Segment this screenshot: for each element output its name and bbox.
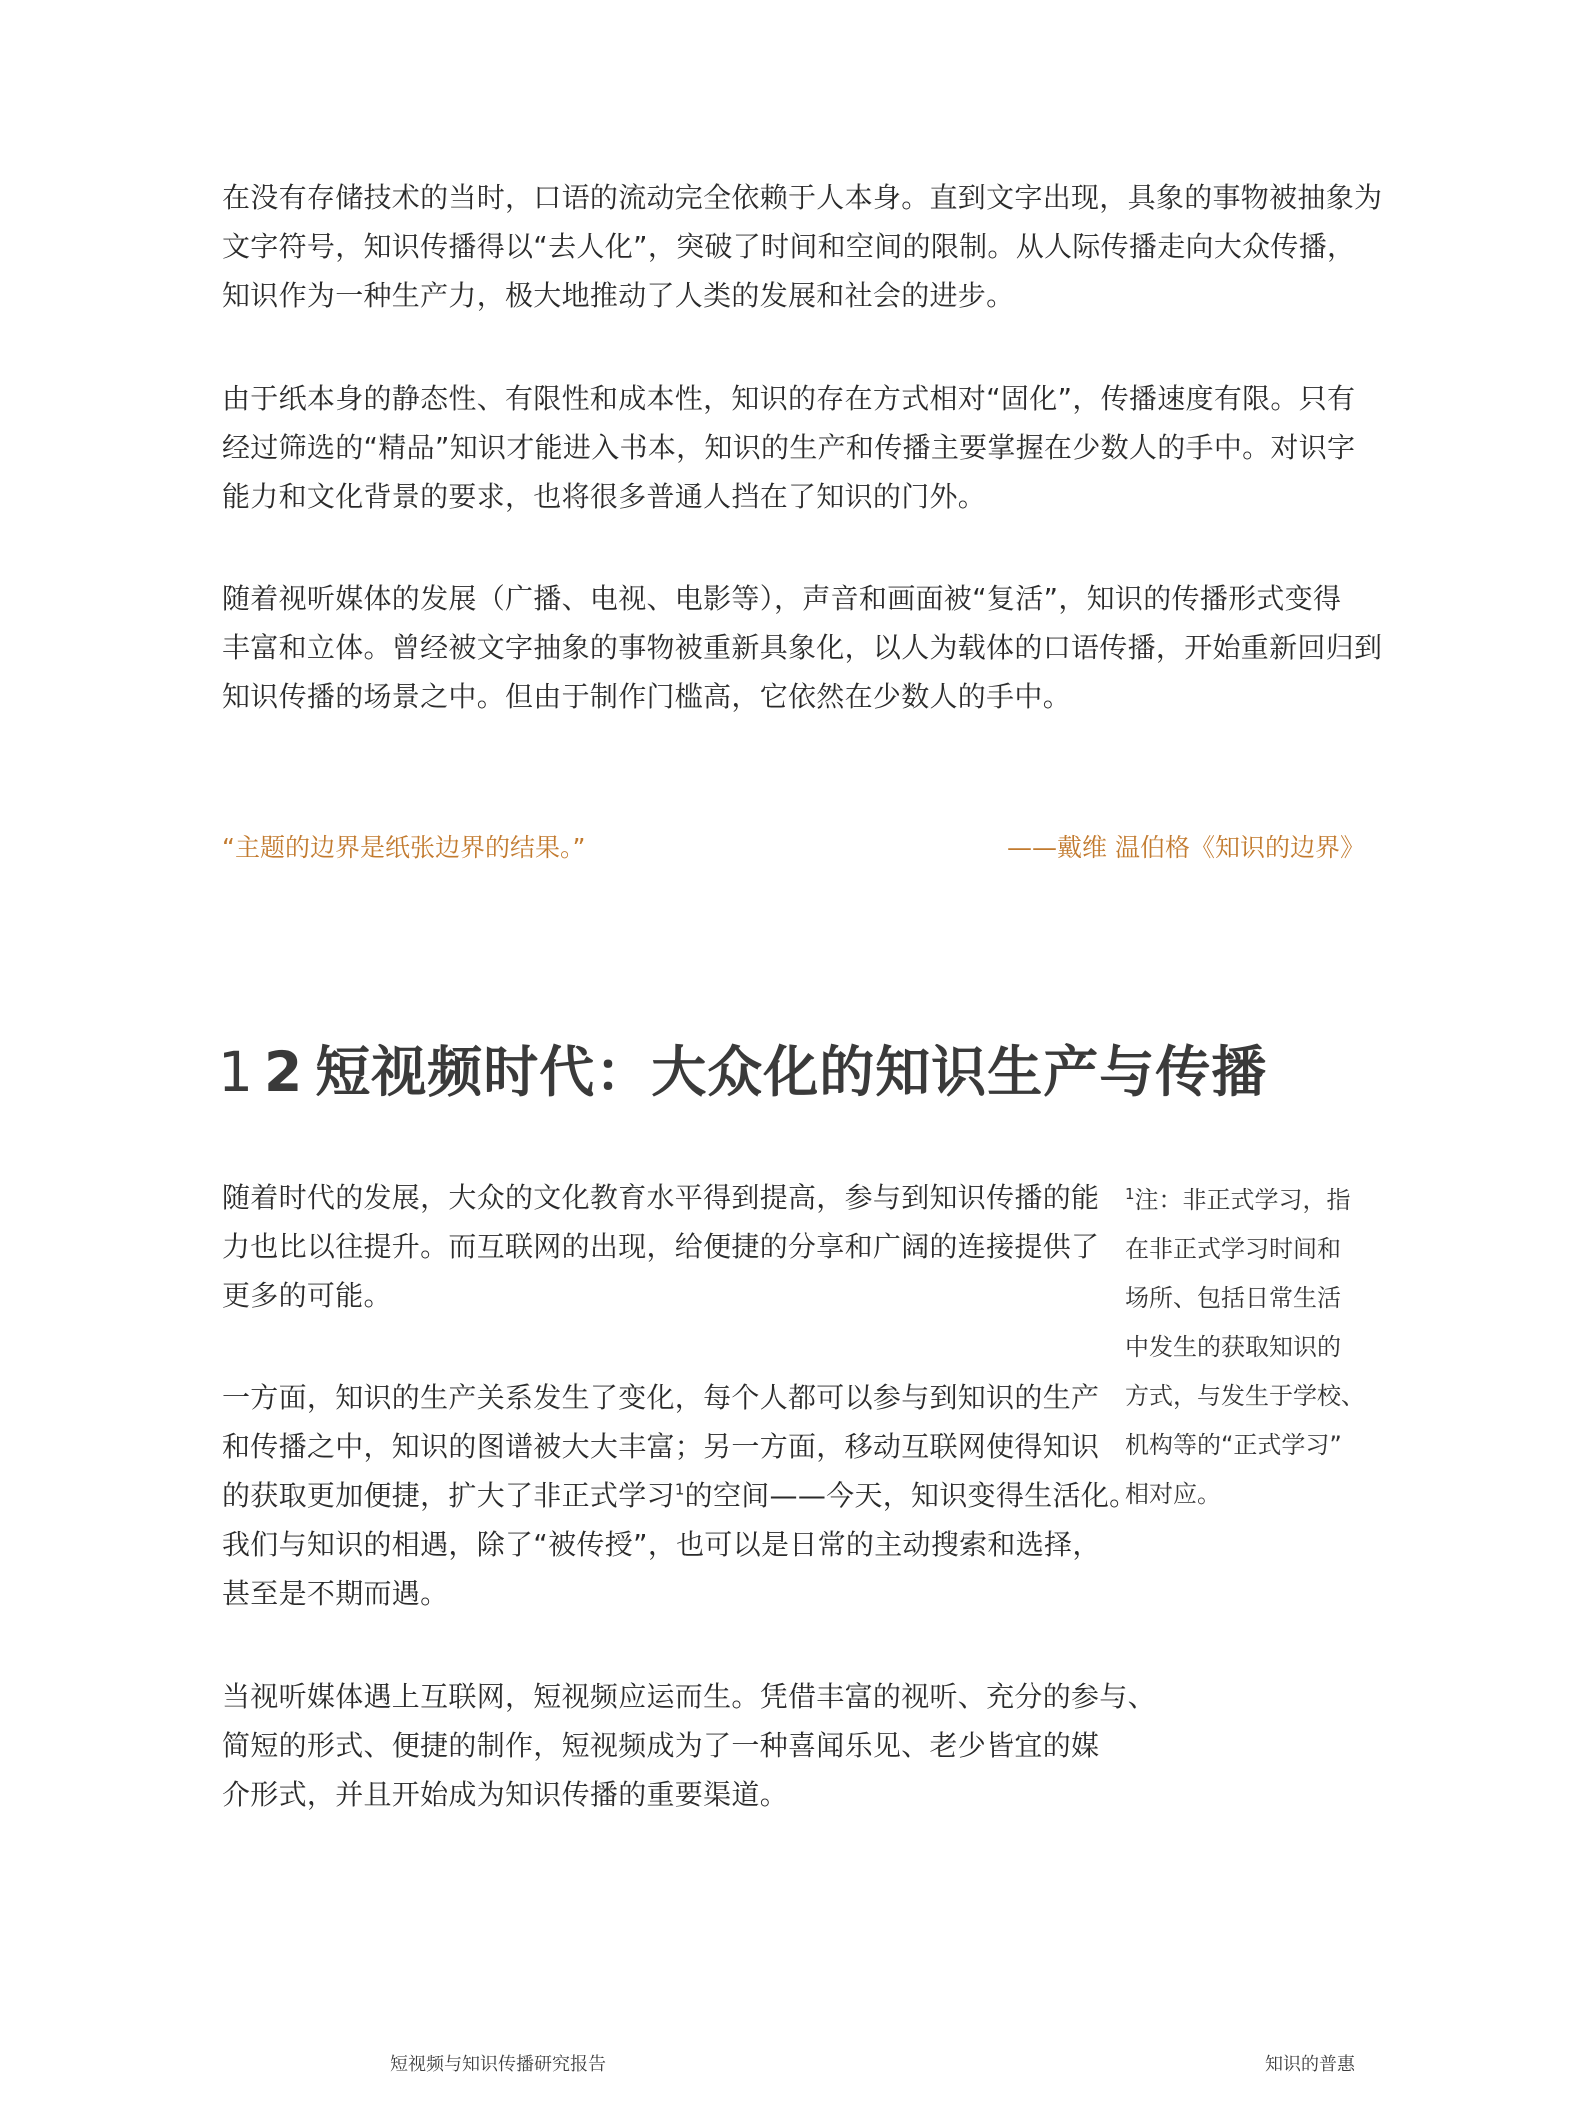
text-segment: 的空间——今天，知识变得生活化。: [684, 1479, 1138, 1512]
note-text: 注：非正式学习，指: [1134, 1186, 1351, 1214]
note-line: 中发生的获取知识的: [1125, 1333, 1341, 1361]
intro-paragraph-3: [222, 574, 1382, 721]
text-line: 和传播之中，知识的图谱被大大丰富；另一方面，移动互联网使得知识: [222, 1430, 1100, 1463]
text-line: 文字符号，知识传播得以“去人化”，突破了时间和空间的限制。从人际传播走向大众传播，: [222, 230, 1356, 263]
note-line: 相对应。: [1125, 1480, 1221, 1508]
text-line: 随着视听媒体的发展（广播、电视、电影等），声音和画面被“复活”，知识的传播形式变得: [222, 582, 1342, 615]
pull-quote: “主题的边界是纸张边界的结果。”: [222, 833, 586, 862]
body-paragraph-2: [222, 1373, 1137, 1618]
text-line-with-footnote: [222, 1471, 1137, 1520]
note-line: 机构等的“正式学习”: [1125, 1431, 1342, 1459]
body-paragraph-3: [222, 1672, 1156, 1819]
footer-chapter-title: 知识的普惠: [1265, 2054, 1355, 2075]
text-segment: 的获取更加便捷，扩大了非正式学习: [222, 1479, 675, 1512]
section-number-major: 1: [218, 1040, 254, 1104]
text-line: 能力和文化背景的要求，也将很多普通人挡在了知识的门外。: [222, 480, 987, 513]
body-paragraph-1: [222, 1173, 1099, 1320]
text-line: 力也比以往提升。而互联网的出现，给便捷的分享和广阔的连接提供了: [222, 1230, 1100, 1263]
text-line: 经过筛选的“精品”知识才能进入书本，知识的生产和传播主要掌握在少数人的手中。对识字: [222, 431, 1356, 464]
section-title: 短视频时代：大众化的知识生产与传播: [315, 1040, 1268, 1104]
quote-attribution: ——戴维 温伯格《知识的边界》: [1007, 833, 1365, 862]
note-line: [1125, 1176, 1365, 1225]
text-line: 当视听媒体遇上互联网，短视频应运而生。凭借丰富的视听、充分的参与、: [222, 1680, 1156, 1713]
text-line: 更多的可能。: [222, 1279, 392, 1312]
footnote-number: 1: [1125, 1185, 1135, 1203]
note-line: 在非正式学习时间和: [1125, 1235, 1341, 1263]
text-line: 由于纸本身的静态性、有限性和成本性，知识的存在方式相对“固化”，传播速度有限。只有: [222, 382, 1356, 415]
text-line: 甚至是不期而遇。: [222, 1577, 449, 1610]
note-line: 方式，与发生于学校、: [1125, 1382, 1365, 1410]
text-line: 知识作为一种生产力，极大地推动了人类的发展和社会的进步。: [222, 279, 1015, 312]
text-line: 介形式，并且开始成为知识传播的重要渠道。: [222, 1778, 789, 1811]
text-line: 我们与知识的相遇，除了“被传授”，也可以是日常的主动搜索和选择，: [222, 1528, 1101, 1561]
section-number-minor: 2: [264, 1040, 304, 1104]
intro-paragraph-2: [222, 374, 1355, 521]
text-line: 知识传播的场景之中。但由于制作门槛高，它依然在少数人的手中。: [222, 680, 1072, 713]
section-heading: [218, 1028, 1267, 1107]
footnote-marker: 1: [674, 1480, 685, 1499]
footer-report-title: 短视频与知识传播研究报告: [390, 2054, 606, 2075]
text-line: 简短的形式、便捷的制作，短视频成为了一种喜闻乐见、老少皆宜的媒: [222, 1729, 1100, 1762]
text-line: 丰富和立体。曾经被文字抽象的事物被重新具象化，以人为载体的口语传播，开始重新回归到: [222, 631, 1383, 664]
footnote-sidebar: [1125, 1176, 1365, 1519]
text-line: 随着时代的发展，大众的文化教育水平得到提高，参与到知识传播的能: [222, 1181, 1100, 1214]
intro-paragraph-1: [222, 173, 1382, 320]
text-line: 在没有存储技术的当时，口语的流动完全依赖于人本身。直到文字出现，具象的事物被抽象为: [222, 181, 1383, 214]
note-line: 场所、包括日常生活: [1125, 1284, 1341, 1312]
text-line: 一方面，知识的生产关系发生了变化，每个人都可以参与到知识的生产: [222, 1381, 1100, 1414]
